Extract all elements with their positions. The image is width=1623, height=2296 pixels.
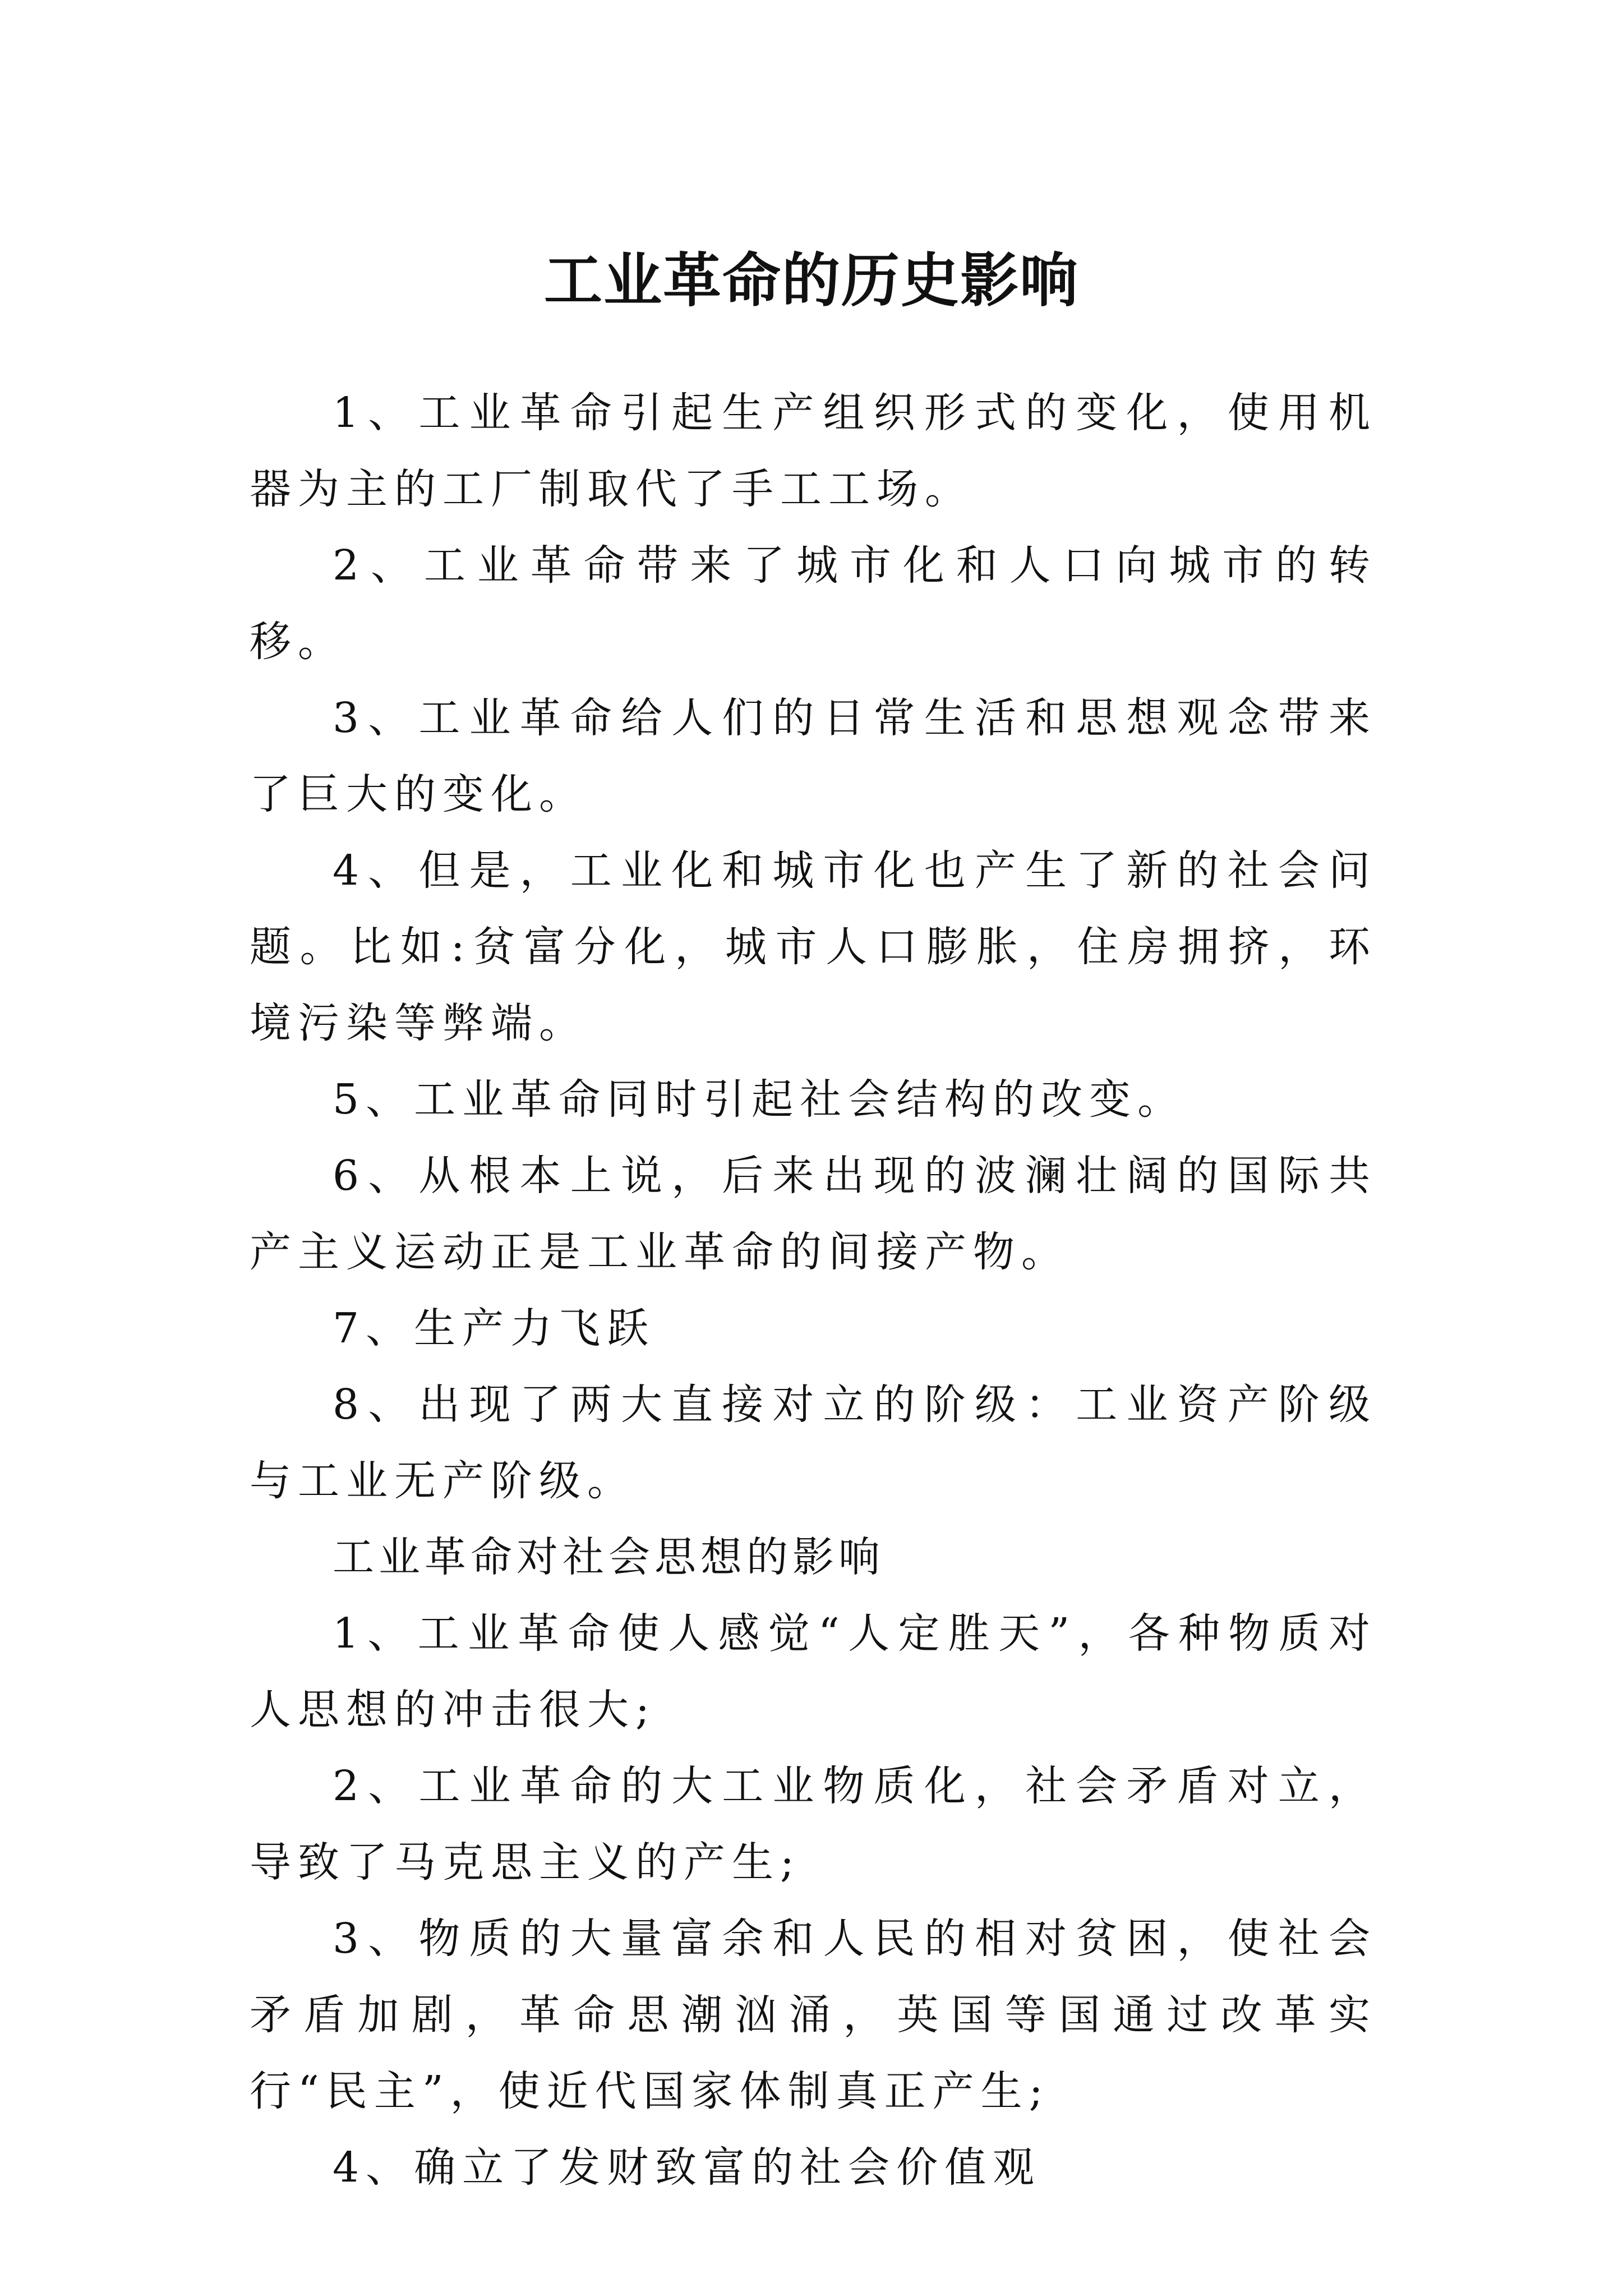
section-heading: 工业革命对社会思想的影响 — [333, 1533, 884, 1581]
paragraph-6: 6、从根本上说，后来出现的波澜壮阔的国际共产主义运动正是工业革命的间接产物。 — [250, 1152, 1377, 1276]
paragraph-4: 4、但是，工业化和城市化也产生了新的社会问题。比如:贫富分化，城市人口膨胀，住房拥挤，环境污染等弊端。 — [250, 846, 1377, 1047]
paragraph-5: 5、工业革命同时引起社会结构的改变。 — [333, 1075, 1186, 1124]
paragraph-1: 1、工业革命引起生产组织形式的变化，使用机器为主的工厂制取代了手工工场。 — [250, 389, 1377, 513]
paragraph-9: 1、工业革命使人感觉“人定胜天”，各种物质对人思想的冲击很大; — [250, 1609, 1377, 1734]
paragraph-7: 7、生产力飞跃 — [333, 1304, 656, 1352]
paragraph-12: 4、确立了发财致富的社会价值观 — [333, 2143, 1041, 2192]
paragraph-3: 3、工业革命给人们的日常生活和思想观念带来了巨大的变化。 — [250, 694, 1377, 818]
page-title: 工业革命的历史影响 — [543, 246, 1079, 315]
document-body — [250, 375, 1377, 2206]
paragraph-8: 8、出现了两大直接对立的阶级：工业资产阶级与工业无产阶级。 — [250, 1381, 1377, 1505]
paragraph-10: 2、工业革命的大工业物质化，社会矛盾对立，导致了马克思主义的产生; — [250, 1762, 1377, 1887]
paragraph-2: 2、工业革命带来了城市化和人口向城市的转移。 — [250, 541, 1377, 666]
paragraph-11: 3、物质的大量富余和人民的相对贫困，使社会矛盾加剧，革命思潮汹涌，英国等国通过改革实行“民主”，使近代国家体制真正产生; — [250, 1915, 1377, 2115]
